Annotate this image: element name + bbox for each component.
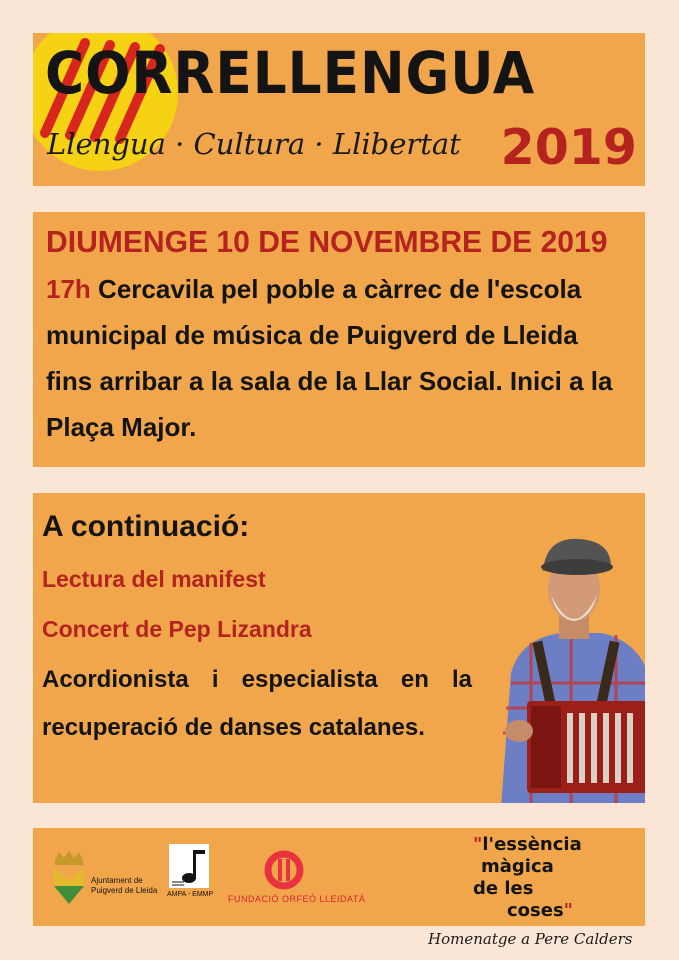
- quote-line4-text: coses: [507, 900, 564, 921]
- header-banner: [33, 33, 645, 186]
- quote-line1: [473, 834, 633, 856]
- quote-line2: màgica: [481, 856, 554, 877]
- accordionist-photo: [491, 523, 645, 803]
- performer-description: Acordionista i especialista en la recuperació de danses catalanes.: [42, 666, 472, 741]
- crown-shield-icon: [51, 850, 87, 906]
- quote-close-mark: ": [563, 900, 574, 921]
- logo-ajuntament-line2: Puigverd de Lleida: [91, 886, 158, 895]
- logo-ampa-text: AMPA - EMMP: [167, 891, 214, 898]
- page-title: CORRELLENGUA: [45, 39, 536, 107]
- quote-block: [473, 834, 633, 922]
- foundation-logo-icon: [261, 850, 307, 890]
- year: 2019: [500, 119, 637, 176]
- logo-ajuntament-line1: Ajuntament de: [91, 876, 143, 885]
- tribute-text: Homenatge a Pere Calders: [428, 930, 633, 948]
- event-description-block: [46, 266, 631, 450]
- footer-panel: [33, 828, 645, 926]
- program-heading: A continuació:: [42, 510, 250, 543]
- logo-ajuntament-text: [91, 876, 157, 896]
- quote-line1-text: l'essència: [482, 834, 582, 855]
- event-panel: [33, 212, 645, 467]
- quote-line3: de les: [473, 878, 534, 899]
- quote-open-mark: ": [473, 834, 483, 855]
- event-date: DIUMENGE 10 DE NOVEMBRE DE 2019: [46, 224, 608, 259]
- event-time: 17h: [46, 274, 91, 304]
- program-item-concert: Concert de Pep Lizandra: [42, 616, 312, 642]
- event-description: Cercavila pel poble a càrrec de l'escola municipal de música de Puigverd de Lleida fins arribar a la sala de la Llar Social. Inici a la Plaça Major.: [46, 274, 613, 442]
- tagline: Llengua · Cultura · Llibertat: [47, 127, 461, 161]
- program-panel: [33, 493, 645, 803]
- quote-line4: [473, 900, 633, 922]
- logo-foundation-text: FUNDACIÓ ORFEÓ LLEIDATÀ: [228, 894, 366, 904]
- music-note-icon: [169, 844, 209, 888]
- program-item-manifest: Lectura del manifest: [42, 566, 266, 592]
